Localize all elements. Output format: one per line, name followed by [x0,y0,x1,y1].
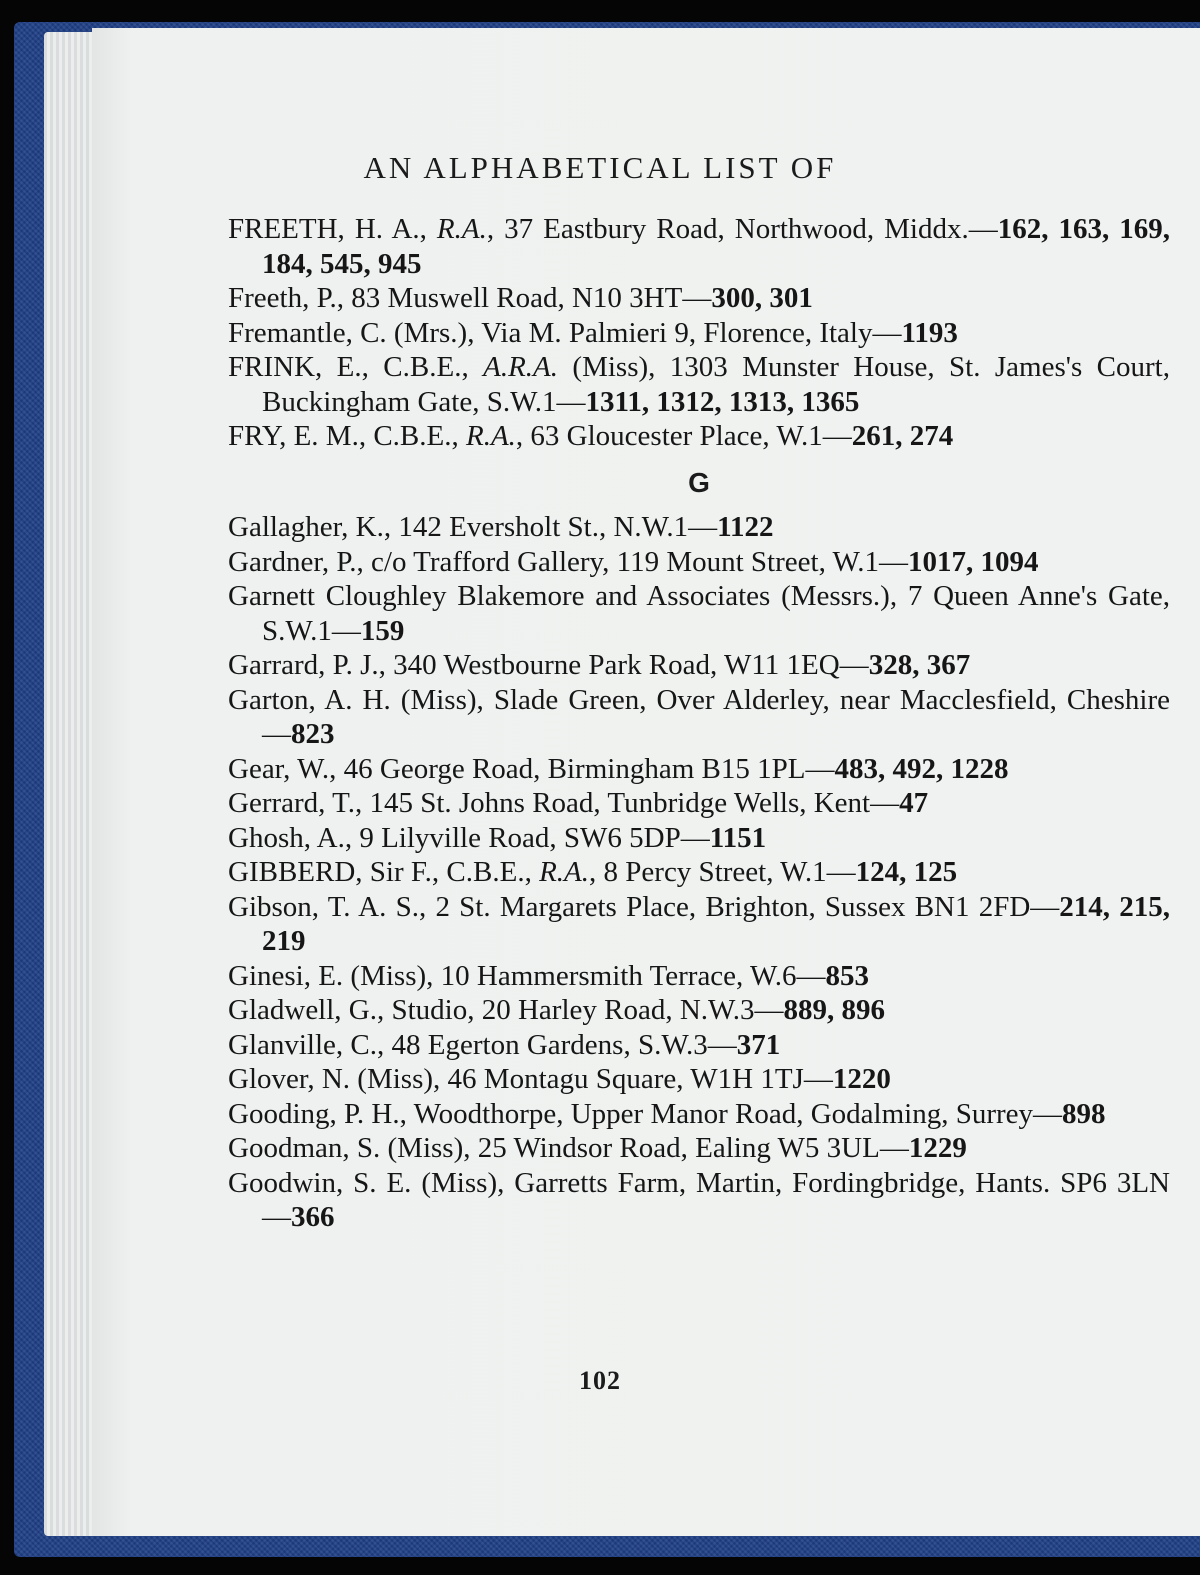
entry-title: R.A. [465,420,516,452]
entry-address: Garretts Farm, Martin, Fordingbridge, Hants. SP6 3LN— [262,1166,1171,1233]
entry-catalogue-numbers: 47 [899,787,929,819]
entry-name: Freeth, P., [228,282,352,314]
entry-catalogue-numbers: 214, 215, 219 [262,890,1171,957]
list-entry [228,510,1170,545]
entry-catalogue-numbers: 1220 [832,1063,891,1095]
entry-catalogue-numbers: 1193 [901,316,958,349]
entry-name: Ghosh, A., [228,821,360,854]
entry-address: 142 Eversholt St., N.W.1— [398,511,718,543]
entry-name: Goodwin, S. E. (Miss), [228,1166,515,1199]
page-number: 102 [579,1366,621,1395]
entry-address: , 8 Percy Street, W.1— [589,856,856,888]
entry-address: Slade Green, Over Alderley, near Macclesfield, Cheshire— [262,683,1170,750]
entry-catalogue-numbers: 1017, 1094 [908,545,1039,578]
list-entry [228,855,1170,890]
entry-catalogue-numbers: 159 [360,614,405,647]
list-entry [228,993,1170,1028]
entry-address: 46 Montagu Square, W1H 1TJ— [447,1063,833,1095]
entry-address: 2 St. Margarets Place, Brighton, Sussex BN1 2FD— [435,890,1060,923]
list-entry [228,316,1170,351]
list-entry [228,419,1170,454]
entry-name: Garrard, P. J., [228,649,394,681]
list-entry [228,212,1170,281]
entry-address: c/o Trafford Gallery, 119 Mount Street, W.1— [371,545,909,578]
entry-catalogue-numbers: 853 [825,959,869,992]
list-entry [228,752,1170,787]
entry-name: Goodman, S. (Miss), [228,1132,478,1164]
page-heading: AN ALPHABETICAL LIST OF [363,150,837,185]
entry-catalogue-numbers: 371 [736,1028,781,1061]
entry-address: Studio, 20 Harley Road, N.W.3— [391,994,784,1026]
entry-name: GIBBERD, Sir F., C.B.E., [228,856,540,888]
entry-name: Gladwell, G., [228,994,392,1026]
entry-address: 145 St. Johns Road, Tunbridge Wells, Kent— [369,787,900,819]
list-entry [228,1028,1170,1063]
entry-address: 9 Lilyville Road, SW6 5DP— [359,821,710,854]
section-letter: G [688,466,710,498]
entry-name: FREETH, H. A., [228,213,437,245]
entry-address: 25 Windsor Road, Ealing W5 3UL— [477,1132,909,1164]
entry-address: 83 Muswell Road, N10 3HT— [351,282,712,314]
entry-list [228,212,1170,1235]
entry-catalogue-numbers: 483, 492, 1228 [834,752,1009,785]
entry-name: Gallagher, K., [228,511,399,543]
entry-title: R.A. [539,856,590,888]
entry-catalogue-numbers: 1151 [709,821,767,854]
entry-catalogue-numbers: 328, 367 [868,649,971,681]
entry-catalogue-numbers: 162, 163, 169, 184, 545, 945 [262,213,1171,280]
entry-name: Garton, A. H. (Miss), [228,683,494,716]
entry-address: 46 George Road, Birmingham B15 1PL— [343,752,835,785]
entry-name: FRINK, E., C.B.E., [228,351,484,383]
entry-name: Glover, N. (Miss), [228,1063,448,1095]
entry-catalogue-numbers: 1229 [908,1132,967,1164]
list-entry [228,821,1170,856]
list-entry [228,1097,1170,1132]
entry-address: (Miss), 1303 Munster House, St. James's Court, Buckingham Gate, S.W.1— [262,351,1170,418]
entry-catalogue-numbers: 1122 [717,511,774,543]
entry-address: 10 Hammersmith Terrace, W.6— [440,959,826,992]
entry-title: A.R.A. [483,351,559,383]
entry-catalogue-numbers: 261, 274 [851,420,954,452]
list-entry [228,579,1170,648]
list-entry [228,786,1170,821]
list-entry [228,1166,1170,1235]
list-entry [228,890,1170,959]
entry-name: Glanville, C., [228,1028,392,1061]
entry-name: Gardner, P., [228,545,372,578]
list-entry [228,545,1170,580]
entry-name: Fremantle, C. (Mrs.), [228,316,482,349]
list-entry [228,1062,1170,1097]
list-entry [228,1131,1170,1166]
entry-title: R.A. [436,213,487,245]
entry-name: Garnett Cloughley Blakemore and Associates (Messrs.), [228,580,908,612]
entry-address: 48 Egerton Gardens, S.W.3— [391,1028,737,1061]
entry-catalogue-numbers: 366 [291,1201,335,1233]
entry-address: Woodthorpe, Upper Manor Road, Godalming, Surrey— [413,1097,1063,1130]
list-entry [228,350,1170,419]
list-entry [228,683,1170,752]
list-entry [228,281,1170,316]
entry-catalogue-numbers: 898 [1062,1097,1106,1130]
list-entry [228,648,1170,683]
entry-catalogue-numbers: 1311, 1312, 1313, 1365 [585,385,860,418]
entries-f [228,212,1170,454]
entry-address: 7 Queen Anne's Gate, S.W.1— [262,580,1170,647]
entry-catalogue-numbers: 124, 125 [855,856,958,888]
entry-name: Gerrard, T., [228,787,370,819]
entry-name: Ginesi, E. (Miss), [228,959,441,992]
entry-name: Gooding, P. H., [228,1097,414,1130]
entry-name: FRY, E. M., C.B.E., [228,420,466,452]
entry-name: Gear, W., [228,752,344,785]
list-entry [228,959,1170,994]
entry-address: , 63 Gloucester Place, W.1— [515,420,852,452]
entry-catalogue-numbers: 889, 896 [783,994,886,1026]
entry-catalogue-numbers: 823 [291,718,335,750]
entry-address: , 37 Eastbury Road, Northwood, Middx.— [486,213,998,245]
entries-g [228,510,1170,1235]
entry-catalogue-numbers: 300, 301 [711,282,813,314]
entry-address: Via M. Palmieri 9, Florence, Italy— [481,316,902,349]
entry-address: 340 Westbourne Park Road, W11 1EQ— [393,649,869,681]
entry-name: Gibson, T. A. S., [228,890,436,923]
